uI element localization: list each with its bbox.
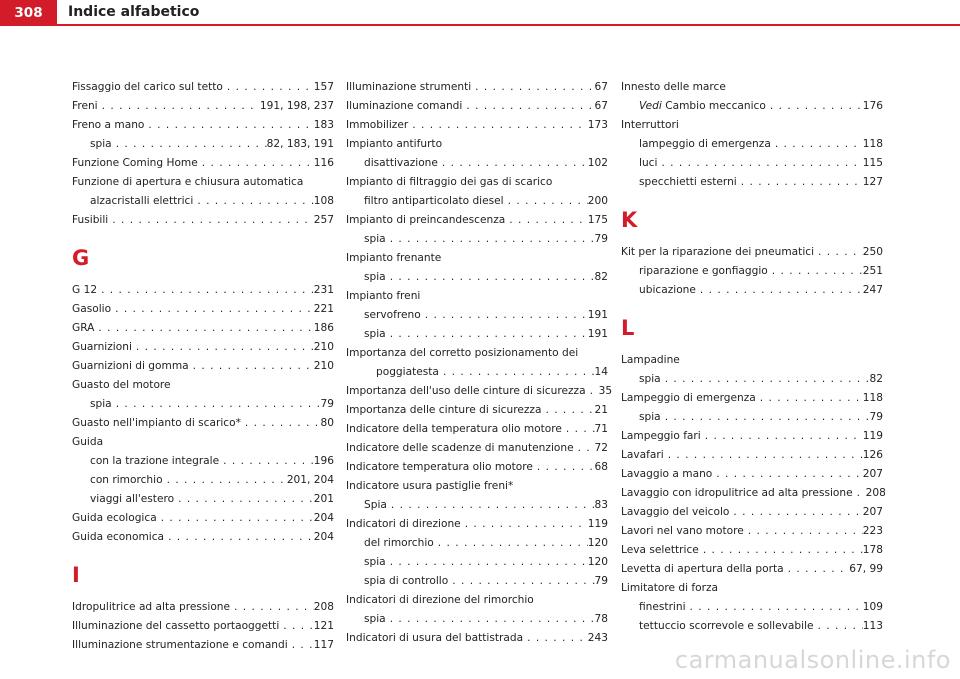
index-entry bbox=[346, 629, 608, 648]
index-entry bbox=[346, 401, 608, 420]
index-heading: Guida bbox=[72, 436, 104, 448]
index-entry bbox=[72, 135, 334, 154]
index-entry bbox=[346, 610, 608, 629]
dot-leader bbox=[471, 81, 594, 94]
index-entry bbox=[346, 306, 608, 325]
index-entry bbox=[621, 560, 883, 579]
entry-term: disattivazione bbox=[364, 157, 438, 169]
index-entry bbox=[72, 414, 334, 433]
index-entry bbox=[72, 211, 334, 230]
entry-term: Kit per la riparazione dei pneumatici bbox=[621, 246, 815, 258]
dot-leader bbox=[768, 265, 863, 278]
entry-term: Importanza delle cinture di sicurezza bbox=[346, 404, 542, 416]
index-heading: Indicatori di direzione del rimorchio bbox=[346, 594, 534, 606]
index-heading: Impianto antifurto bbox=[346, 138, 443, 150]
index-entry bbox=[346, 382, 613, 401]
index-entry bbox=[346, 363, 608, 382]
entry-pages: 72 bbox=[594, 442, 608, 454]
entry-pages: 119 bbox=[862, 430, 883, 442]
section-letter: I bbox=[72, 563, 80, 587]
entry-pages: 121 bbox=[313, 620, 334, 632]
dot-leader bbox=[853, 487, 866, 500]
dot-leader bbox=[386, 328, 588, 341]
entry-pages: 127 bbox=[862, 176, 883, 188]
entry-term: Lavori nel vano motore bbox=[621, 525, 744, 537]
index-heading: Impianto frenante bbox=[346, 252, 442, 264]
entry-pages: 109 bbox=[862, 601, 883, 613]
entry-term: Lampeggio fari bbox=[621, 430, 701, 442]
dot-leader bbox=[439, 366, 595, 379]
index-entry bbox=[621, 389, 883, 408]
dot-leader bbox=[189, 360, 314, 373]
header-rule bbox=[57, 24, 960, 26]
dot-leader bbox=[94, 322, 313, 335]
index-entry bbox=[72, 154, 334, 173]
index-entry bbox=[621, 408, 883, 427]
entry-pages: 208 bbox=[313, 601, 334, 613]
entry-term: Lampeggio di emergenza bbox=[621, 392, 756, 404]
index-entry bbox=[346, 97, 608, 116]
entry-term: spia bbox=[364, 613, 386, 625]
entry-term: spia bbox=[364, 271, 386, 283]
dot-leader bbox=[198, 157, 314, 170]
entry-pages: 175 bbox=[587, 214, 608, 226]
index-entry bbox=[72, 357, 334, 376]
entry-term: spia bbox=[639, 373, 661, 385]
entry-term: Lavaggio con idropulitrice ad alta pressione bbox=[621, 487, 853, 499]
index-entry bbox=[346, 439, 608, 458]
index-entry bbox=[621, 465, 883, 484]
cross-reference-label: Vedi bbox=[639, 100, 662, 112]
dot-leader bbox=[193, 195, 313, 208]
index-entry bbox=[72, 192, 334, 211]
index-entry bbox=[72, 509, 334, 528]
dot-leader bbox=[686, 601, 863, 614]
dot-leader bbox=[448, 575, 594, 588]
entry-term: Impianto di preincandescenza bbox=[346, 214, 506, 226]
dot-leader bbox=[462, 100, 594, 113]
entry-pages: 82, 183, 191 bbox=[266, 138, 334, 150]
dot-leader bbox=[712, 468, 863, 481]
index-heading: Guasto del motore bbox=[72, 379, 171, 391]
entry-pages: 191 bbox=[587, 328, 608, 340]
dot-leader bbox=[241, 417, 321, 430]
entry-pages: 201, 204 bbox=[286, 474, 334, 486]
entry-pages: 79 bbox=[594, 575, 608, 587]
index-entry bbox=[72, 300, 334, 319]
entry-term: Guarnizioni di gomma bbox=[72, 360, 189, 372]
dot-leader bbox=[586, 385, 599, 398]
dot-leader bbox=[279, 620, 313, 633]
index-entry bbox=[72, 116, 334, 135]
index-entry bbox=[346, 192, 608, 211]
entry-pages: 204 bbox=[313, 531, 334, 543]
dot-leader bbox=[784, 563, 850, 576]
entry-term: Indicatore delle scadenze di manutenzione bbox=[346, 442, 574, 454]
entry-pages: 208 bbox=[865, 487, 886, 499]
dot-leader bbox=[421, 309, 588, 322]
entry-pages: 200 bbox=[587, 195, 608, 207]
entry-term: Illuminazione del cassetto portaoggetti bbox=[72, 620, 280, 632]
dot-leader bbox=[230, 601, 314, 614]
entry-term: Spia bbox=[364, 499, 387, 511]
entry-term: Guasto nell'impianto di scarico* bbox=[72, 417, 241, 429]
dot-leader bbox=[766, 100, 863, 113]
entry-term: Lavaggio a mano bbox=[621, 468, 713, 480]
entry-pages: 108 bbox=[313, 195, 334, 207]
index-heading: Importanza del corretto posizionamento dei bbox=[346, 347, 579, 359]
entry-pages: 79 bbox=[869, 411, 883, 423]
dot-leader bbox=[523, 632, 588, 645]
entry-pages: 119 bbox=[587, 518, 608, 530]
index-heading: Impianto freni bbox=[346, 290, 421, 302]
index-heading: Innesto delle marce bbox=[621, 81, 726, 93]
index-entry bbox=[621, 370, 883, 389]
index-entry bbox=[346, 458, 608, 477]
entry-pages: 186 bbox=[313, 322, 334, 334]
index-entry bbox=[72, 338, 334, 357]
entry-pages: 113 bbox=[862, 620, 883, 632]
dot-leader bbox=[505, 214, 587, 227]
entry-term: spia bbox=[364, 328, 386, 340]
dot-leader bbox=[756, 392, 863, 405]
entry-term: Iluminazione comandi bbox=[346, 100, 463, 112]
index-entry bbox=[346, 211, 608, 230]
entry-pages: 67 bbox=[594, 81, 608, 93]
dot-leader bbox=[408, 119, 588, 132]
entry-pages: 176 bbox=[862, 100, 883, 112]
entry-term: spia bbox=[639, 411, 661, 423]
index-entry bbox=[621, 281, 883, 300]
dot-leader bbox=[657, 157, 862, 170]
entry-term: spia bbox=[90, 138, 112, 150]
entry-term: spia bbox=[364, 556, 386, 568]
entry-pages: 221 bbox=[313, 303, 334, 315]
index-entry bbox=[72, 471, 334, 490]
dot-leader bbox=[112, 138, 267, 151]
index-entry bbox=[621, 617, 883, 636]
dot-leader bbox=[461, 518, 588, 531]
entry-pages: 191, 198, 237 bbox=[259, 100, 334, 112]
entry-pages: 183 bbox=[313, 119, 334, 131]
index-heading: Impianto di filtraggio dei gas di scarico bbox=[346, 176, 553, 188]
dot-leader bbox=[223, 81, 314, 94]
dot-leader bbox=[387, 499, 595, 512]
index-entry bbox=[72, 281, 334, 300]
entry-pages: 82 bbox=[869, 373, 883, 385]
entry-term: Indicatore della temperatura olio motore bbox=[346, 423, 562, 435]
entry-term: Illuminazione strumenti bbox=[346, 81, 472, 93]
entry-pages: 78 bbox=[594, 613, 608, 625]
index-entry bbox=[621, 243, 883, 262]
entry-pages: 257 bbox=[313, 214, 334, 226]
entry-pages: 247 bbox=[862, 284, 883, 296]
entry-pages: 201 bbox=[313, 493, 334, 505]
index-entry bbox=[346, 572, 608, 591]
entry-pages: 83 bbox=[594, 499, 608, 511]
index-entry bbox=[621, 503, 883, 522]
index-entry bbox=[72, 528, 334, 547]
section-letter: G bbox=[72, 246, 90, 270]
dot-leader bbox=[696, 284, 863, 297]
entry-term: Indicatori di usura del battistrada bbox=[346, 632, 524, 644]
dot-leader bbox=[814, 620, 863, 633]
dot-leader bbox=[661, 373, 870, 386]
index-heading: Funzione di apertura e chiusura automatica bbox=[72, 176, 304, 188]
entry-pages: 116 bbox=[313, 157, 334, 169]
entry-term: spia bbox=[90, 398, 112, 410]
page-header bbox=[0, 0, 960, 26]
dot-leader bbox=[562, 423, 595, 436]
index-entry bbox=[346, 154, 608, 173]
entry-term bbox=[639, 100, 766, 113]
entry-pages: 210 bbox=[313, 360, 334, 372]
entry-term: Lavafari bbox=[621, 449, 664, 461]
page-number: 308 bbox=[14, 5, 43, 21]
dot-leader bbox=[386, 613, 595, 626]
entry-term: Guida ecologica bbox=[72, 512, 157, 524]
entry-term: luci bbox=[639, 157, 658, 169]
dot-leader bbox=[112, 398, 321, 411]
index-entry bbox=[621, 484, 886, 503]
dot-leader bbox=[219, 455, 314, 468]
index-column-1 bbox=[72, 78, 334, 655]
dot-leader bbox=[661, 411, 870, 424]
entry-term: finestrini bbox=[639, 601, 686, 613]
dot-leader bbox=[386, 271, 595, 284]
dot-leader bbox=[386, 556, 588, 569]
index-entry bbox=[621, 262, 883, 281]
section-letter: K bbox=[621, 208, 638, 232]
dot-leader bbox=[164, 531, 314, 544]
entry-term: viaggi all'estero bbox=[90, 493, 175, 505]
dot-leader bbox=[533, 461, 595, 474]
dot-leader bbox=[108, 214, 314, 227]
entry-term: Indicatore temperatura olio motore bbox=[346, 461, 533, 473]
entry-term: filtro antiparticolato diesel bbox=[364, 195, 504, 207]
entry-term: Lavaggio del veicolo bbox=[621, 506, 730, 518]
dot-leader bbox=[504, 195, 588, 208]
entry-term: Freno a mano bbox=[72, 119, 145, 131]
entry-term: con la trazione integrale bbox=[90, 455, 220, 467]
dot-leader bbox=[744, 525, 863, 538]
dot-leader bbox=[701, 430, 863, 443]
entry-term: spia bbox=[364, 233, 386, 245]
index-entry bbox=[346, 78, 608, 97]
entry-term: poggiatesta bbox=[376, 366, 439, 378]
entry-term: riparazione e gonfiaggio bbox=[639, 265, 768, 277]
dot-leader bbox=[163, 474, 287, 487]
entry-pages: 68 bbox=[594, 461, 608, 473]
entry-term: Guida economica bbox=[72, 531, 165, 543]
section-letter: L bbox=[621, 316, 635, 340]
dot-leader bbox=[434, 537, 588, 550]
entry-term: Indicatori di direzione bbox=[346, 518, 461, 530]
entry-term: alzacristalli elettrici bbox=[90, 195, 194, 207]
index-entry bbox=[621, 154, 883, 173]
index-entry bbox=[72, 636, 334, 655]
entry-pages: 251 bbox=[862, 265, 883, 277]
dot-leader bbox=[111, 303, 314, 316]
index-heading: Indicatore usura pastiglie freni* bbox=[346, 480, 514, 492]
entry-pages: 126 bbox=[862, 449, 883, 461]
index-entry bbox=[72, 319, 334, 338]
dot-leader bbox=[174, 493, 314, 506]
entry-term: GRA bbox=[72, 322, 95, 334]
entry-term: Gasolio bbox=[72, 303, 112, 315]
index-entry bbox=[72, 490, 334, 509]
entry-pages: 196 bbox=[313, 455, 334, 467]
index-entry bbox=[346, 420, 608, 439]
entry-term: Guarnizioni bbox=[72, 341, 132, 353]
entry-pages: 191 bbox=[587, 309, 608, 321]
index-entry bbox=[346, 230, 608, 249]
entry-term: lampeggio di emergenza bbox=[639, 138, 771, 150]
entry-pages: 115 bbox=[862, 157, 883, 169]
entry-pages: 21 bbox=[594, 404, 608, 416]
entry-term: ubicazione bbox=[639, 284, 696, 296]
index-entry bbox=[72, 97, 334, 116]
entry-pages: 157 bbox=[313, 81, 334, 93]
entry-term: Immobilizer bbox=[346, 119, 409, 131]
entry-term: Illuminazione strumentazione e comandi bbox=[72, 639, 288, 651]
entry-pages: 231 bbox=[313, 284, 334, 296]
entry-term: tettuccio scorrevole e sollevabile bbox=[639, 620, 814, 632]
entry-pages: 80 bbox=[320, 417, 334, 429]
entry-pages: 118 bbox=[862, 392, 883, 404]
entry-term: Fissaggio del carico sul tetto bbox=[72, 81, 223, 93]
entry-pages: 67 bbox=[594, 100, 608, 112]
dot-leader bbox=[729, 506, 862, 519]
entry-pages: 79 bbox=[594, 233, 608, 245]
index-entry bbox=[346, 268, 608, 287]
entry-pages: 102 bbox=[587, 157, 608, 169]
watermark: carmanualsonline.info bbox=[674, 646, 951, 674]
dot-leader bbox=[814, 246, 863, 259]
dot-leader bbox=[97, 284, 314, 297]
index-entry bbox=[346, 553, 608, 572]
entry-pages: 204 bbox=[313, 512, 334, 524]
entry-term: Importanza dell'uso delle cinture di sicurezza bbox=[346, 385, 586, 397]
entry-pages: 178 bbox=[862, 544, 883, 556]
index-entry bbox=[621, 427, 883, 446]
entry-term: specchietti esterni bbox=[639, 176, 737, 188]
index-column-2 bbox=[346, 78, 613, 648]
page-title: Indice alfabetico bbox=[68, 4, 200, 20]
entry-pages: 250 bbox=[862, 246, 883, 258]
entry-pages: 207 bbox=[862, 468, 883, 480]
index-entry bbox=[72, 617, 334, 636]
dot-leader bbox=[438, 157, 588, 170]
entry-term: con rimorchio bbox=[90, 474, 163, 486]
dot-leader bbox=[737, 176, 863, 189]
dot-leader bbox=[132, 341, 314, 354]
entry-pages: 67, 99 bbox=[849, 563, 883, 575]
entry-term: Levetta di apertura della porta bbox=[621, 563, 784, 575]
index-entry bbox=[621, 173, 883, 192]
index-heading: Limitatore di forza bbox=[621, 582, 719, 594]
entry-pages: 120 bbox=[587, 556, 608, 568]
entry-term: Idropulitrice ad alta pressione bbox=[72, 601, 231, 613]
index-entry bbox=[621, 135, 883, 154]
entry-pages: 79 bbox=[320, 398, 334, 410]
index-heading: Lampadine bbox=[621, 354, 680, 366]
entry-pages: 117 bbox=[313, 639, 334, 651]
entry-term-text: Cambio meccanico bbox=[665, 100, 766, 112]
index-entry bbox=[621, 522, 883, 541]
dot-leader bbox=[771, 138, 863, 151]
entry-pages: 243 bbox=[587, 632, 608, 644]
index-entry bbox=[621, 97, 883, 116]
index-entry bbox=[621, 446, 883, 465]
index-entry bbox=[72, 598, 334, 617]
entry-pages: 223 bbox=[862, 525, 883, 537]
index-entry bbox=[72, 452, 334, 471]
dot-leader bbox=[386, 233, 595, 246]
entry-term: servofreno bbox=[364, 309, 421, 321]
entry-term: spia di controllo bbox=[364, 575, 449, 587]
index-entry bbox=[346, 116, 608, 135]
index-entry bbox=[72, 395, 334, 414]
entry-term: G 12 bbox=[72, 284, 98, 296]
entry-term: Leva selettrice bbox=[621, 544, 699, 556]
entry-pages: 82 bbox=[594, 271, 608, 283]
entry-pages: 210 bbox=[313, 341, 334, 353]
entry-term: Freni bbox=[72, 100, 98, 112]
entry-pages: 14 bbox=[594, 366, 608, 378]
index-entry bbox=[621, 541, 883, 560]
entry-pages: 71 bbox=[594, 423, 608, 435]
entry-pages: 120 bbox=[587, 537, 608, 549]
entry-term: del rimorchio bbox=[364, 537, 434, 549]
index-entry bbox=[346, 325, 608, 344]
dot-leader bbox=[157, 512, 314, 525]
index-entry bbox=[346, 496, 608, 515]
dot-leader bbox=[664, 449, 863, 462]
dot-leader bbox=[541, 404, 594, 417]
entry-pages: 118 bbox=[862, 138, 883, 150]
entry-term: Funzione Coming Home bbox=[72, 157, 198, 169]
entry-pages: 207 bbox=[862, 506, 883, 518]
index-entry bbox=[346, 534, 608, 553]
dot-leader bbox=[574, 442, 595, 455]
index-heading: Interruttori bbox=[621, 119, 679, 131]
index-entry bbox=[72, 78, 334, 97]
entry-term: Fusibili bbox=[72, 214, 109, 226]
index-entry bbox=[346, 515, 608, 534]
index-entry bbox=[621, 598, 883, 617]
entry-pages: 35 bbox=[598, 385, 613, 397]
dot-leader bbox=[98, 100, 260, 113]
dot-leader bbox=[699, 544, 863, 557]
dot-leader bbox=[144, 119, 313, 132]
dot-leader bbox=[288, 639, 314, 652]
entry-pages: 173 bbox=[587, 119, 608, 131]
index-column-3 bbox=[621, 78, 886, 636]
